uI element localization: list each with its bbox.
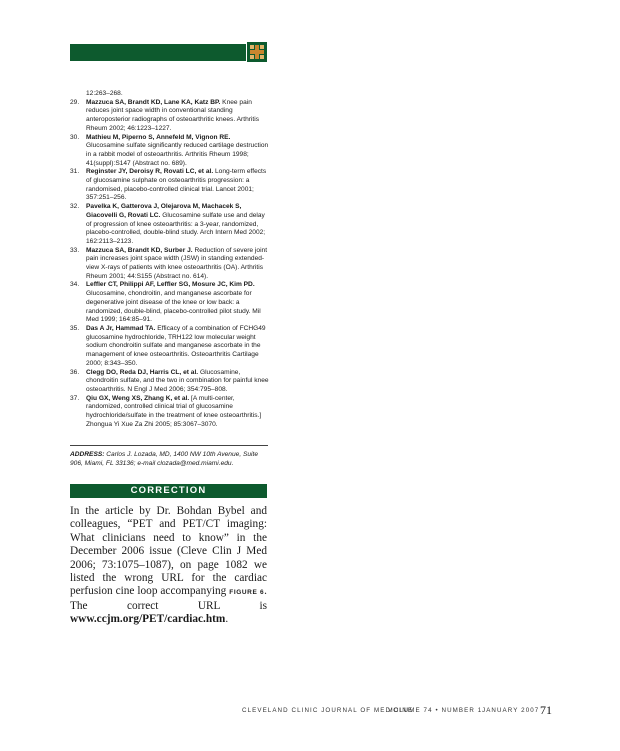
correction-body (70, 505, 267, 627)
footer-volume: VOLUME 74 • NUMBER 1 (388, 707, 483, 714)
reference-text: [A multi-center, randomized, controlled clinical trial of glucosamine hydrochloride/sulfate in the treatment of knee osteoarthritis.] Zhongua Yi Xue Za Zhi 2005; 85:3067–3070. (86, 394, 262, 428)
reference-authors: Clegg DO, Reda DJ, Harris CL, et al. (86, 368, 199, 376)
reference-number: 34. (70, 281, 80, 289)
reference-number: 31. (70, 168, 80, 176)
reference-text: Glucosamine sulfate significantly reduced cartilage destruction in a rabbit model of osteoarthritis. Arthritis Rheum 1998; 41(suppl):S147 (Abstract no. 689). (86, 142, 269, 167)
reference-list (70, 90, 270, 429)
correction-text-end: . (225, 613, 229, 626)
reference-text: Glucosamine, chondroitin sulfate, and the two in combination for painful knee osteoarthritis. N Engl J Med 2006; 354:795–808. (86, 368, 269, 393)
correction-text-start: In the article by Dr. Bohdan Bybel and colleagues, “PET and PET/CT imaging: What clinicians need to know” in the December 2006 issue (Cleve Clin J Med 2006; 73:1075–1087), on page 1082 we listed the wrong URL for the cardiac perfusion cine loop accompanying (70, 505, 267, 598)
reference-number: 37. (70, 394, 80, 402)
reference-authors: Leffler CT, Philippi AF, Leffler SG, Mosure JC, Kim PD. (86, 281, 255, 289)
correction-heading: CORRECTION (70, 484, 267, 498)
reference-authors: Mazzuca SA, Brandt KD, Lane KA, Katz BP. (86, 98, 221, 106)
correction-text-middle: . The correct URL is (70, 585, 267, 612)
reference-item (70, 99, 270, 134)
reference-number: 30. (70, 133, 80, 141)
reference-number: 35. (70, 324, 80, 332)
reference-item (70, 90, 270, 99)
reference-authors: Mathieu M, Piperno S, Annefeld M, Vignon RE. (86, 133, 231, 141)
address-label: ADDRESS: (70, 451, 105, 458)
reference-item (70, 203, 270, 247)
reference-authors: Mazzuca SA, Brandt KD, Surber J. (86, 246, 193, 254)
reference-text: 12:263–268. (86, 90, 123, 97)
journal-logo-icon (247, 42, 267, 62)
reference-authors: Qiu GX, Weng XS, Zhang K, et al. (86, 394, 190, 402)
reference-item (70, 325, 270, 369)
page-number: 71 (540, 703, 552, 717)
author-address (70, 450, 270, 468)
reference-text: Glucosamine sulfate use and delay of progression of knee osteoarthritis: a 3-year, randomized, placebo-controlled, double-blind study. Arch Intern Med 2002; 162:2113–2123. (86, 211, 266, 245)
address-text: Carlos J. Lozada, MD, 1400 NW 10th Avenue, Suite 906, Miami, FL 33136; e-mail clozada@med.miami.edu. (70, 451, 259, 467)
reference-text: Efficacy of a combination of FCHG49 glucosamine hydrochloride, TRH122 low molecular weight sodium chondroitin sulfate and manganese ascorbate in the management of knee osteoarthritis. Osteoarthritis Cartilage 2000; 8:343–350. (86, 324, 266, 367)
reference-text: Knee pain reduces joint space width in conventional standing anteroposterior radiographs of osteoarthritic knees. Arthritis Rheum 2002; 46:1223–1227. (86, 98, 259, 132)
reference-number: 32. (70, 203, 80, 211)
reference-item (70, 168, 270, 203)
reference-authors: Reginster JY, Deroisy R, Rovati LC, et al. (86, 168, 214, 176)
reference-number: 29. (70, 98, 80, 106)
reference-authors: Pavelka K, Gatterova J, Olejarova M, Machacek S, Giacovelli G, Rovati LC. (86, 203, 242, 219)
reference-authors: Das A Jr, Hammad TA. (86, 324, 156, 332)
section-divider (70, 445, 268, 446)
reference-item (70, 369, 270, 395)
reference-text: Long-term effects of glucosamine sulphate on osteoarthritis progression: a randomised, placebo-controlled clinical trial. Lancet 2001; 357:251–256. (86, 168, 267, 202)
footer-journal-name: CLEVELAND CLINIC JOURNAL OF MEDICINE (242, 707, 414, 714)
correct-url-link[interactable]: www.ccjm.org/PET/cardiac.htm (70, 613, 226, 626)
header-bar (70, 44, 246, 61)
reference-text: Glucosamine, chondroitin, and manganese ascorbate for degenerative joint disease of the knee or low back: a randomized, double-blind, placebo-controlled pilot study. Mil Med 1999; 164:85–91. (86, 290, 261, 324)
figure-reference: FIGURE 6 (229, 589, 265, 597)
footer-date: JANUARY 2007 (482, 707, 540, 714)
reference-item (70, 247, 270, 282)
reference-item (70, 281, 270, 325)
reference-item (70, 134, 270, 169)
reference-item (70, 395, 270, 430)
reference-text: Reduction of severe joint pain increases joint space width (JSW) in standing extended-view X-rays of patients with knee osteoarthritis (OA). Arthritis Rheum 2001; 44:S155 (Abstract no. 614). (86, 246, 268, 280)
reference-number: 36. (70, 368, 80, 376)
reference-number: 33. (70, 246, 80, 254)
